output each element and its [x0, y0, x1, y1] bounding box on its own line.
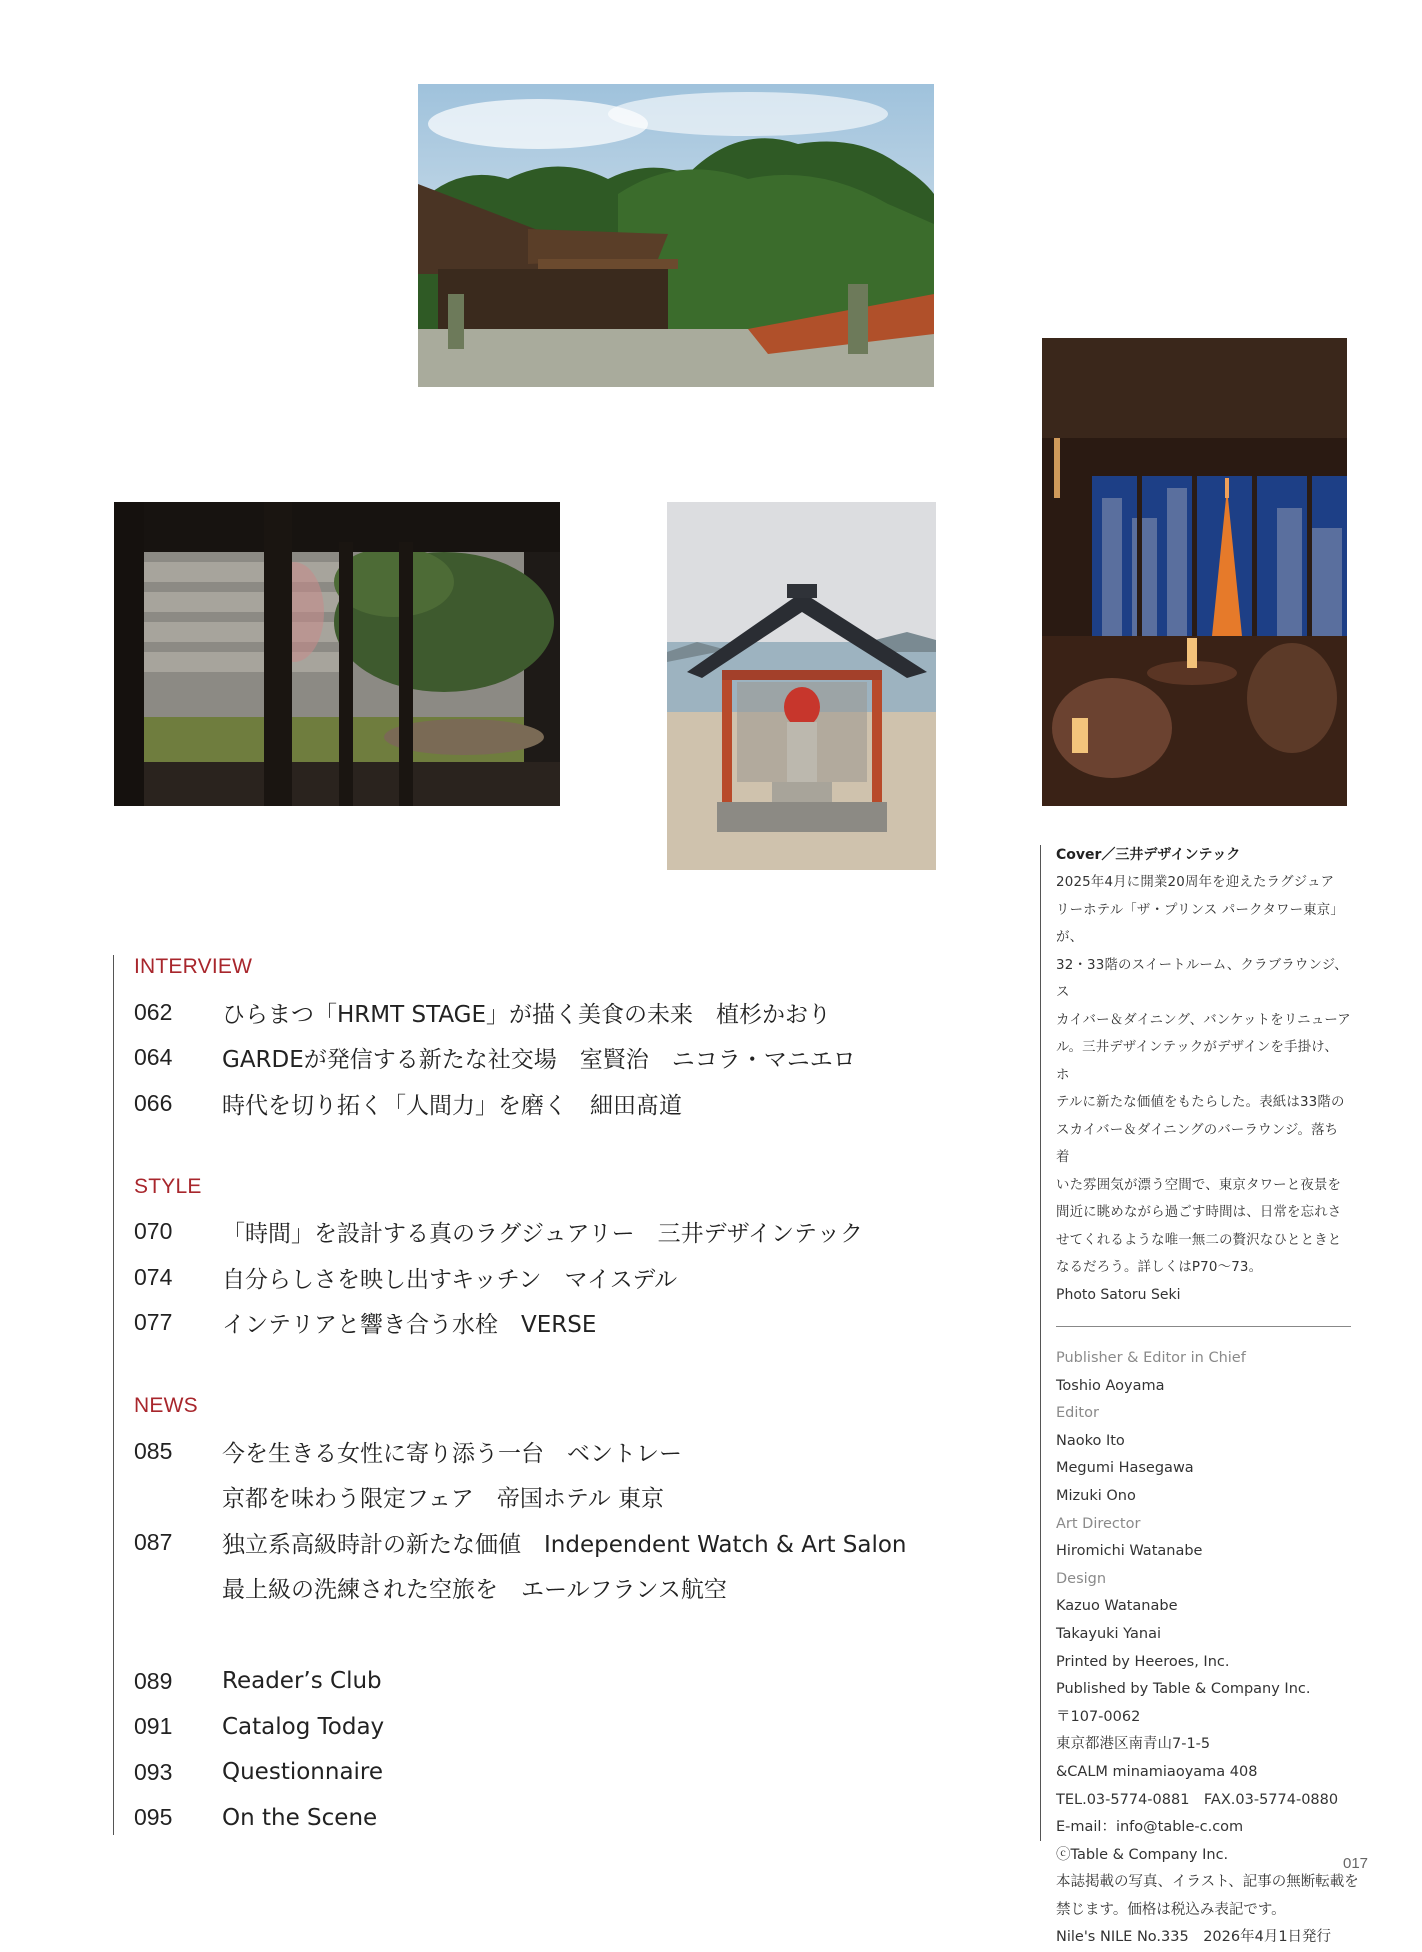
table-of-contents	[113, 955, 907, 1835]
toc-entry-title: Reader’s Club	[222, 1668, 382, 1694]
toc-entry-title: ひらまつ「HRMT STAGE」が描く美食の未来 植杉かおり	[222, 1001, 832, 1028]
toc-page-number: 091	[134, 1713, 173, 1739]
toc-page-number: 085	[134, 1437, 173, 1464]
staff-entry: Naoko Ito	[1056, 1432, 1125, 1449]
toc-entry[interactable]	[134, 1216, 863, 1248]
toc-entry-title: 最上級の洗練された空旅を エールフランス航空	[222, 1577, 727, 1603]
cover-description-line: 2025年4月に開業20周年を迎えたラグジュア	[1056, 875, 1335, 890]
staff-entry: Mizuki Ono	[1056, 1487, 1136, 1504]
toc-entry[interactable]	[134, 1711, 384, 1743]
cover-description-line: テルに新たな価値をもたらした。表紙は33階の	[1056, 1095, 1345, 1110]
staff-entry: 禁じます。価格は税込み表記です。	[1056, 1901, 1286, 1918]
toc-entry-title: インテリアと響き合う水栓 VERSE	[222, 1312, 597, 1338]
toc-page-number: 064	[134, 1044, 173, 1070]
shrine-with-trees-photo	[418, 84, 934, 387]
staff-entry: Hiromichi Watanabe	[1056, 1543, 1203, 1560]
cover-description-line: いた雰囲気が漂う空間で、東京タワーと夜景を	[1056, 1177, 1342, 1193]
staff-role: Publisher & Editor in Chief	[1056, 1350, 1246, 1366]
staff-role: Editor	[1056, 1405, 1099, 1422]
staff-entry: E-mail：info@table-c.com	[1056, 1819, 1244, 1836]
cover-description-line: 32・33階のスイートルーム、クラブラウンジ、ス	[1056, 957, 1348, 1000]
toc-entry[interactable]	[134, 1526, 907, 1558]
staff-entry: Kazuo Watanabe	[1056, 1598, 1178, 1615]
section-title: INTERVIEW	[134, 955, 253, 978]
staff-entry: &CALM minamiaoyama 408	[1056, 1763, 1258, 1780]
staff-entry: Nile's NILE No.335 2026年4月1日発行	[1056, 1929, 1332, 1946]
toc-entry-title: 自分らしさを映し出すキッチン マイスデル	[222, 1266, 678, 1293]
seaside-shrine-photo	[667, 502, 936, 870]
section-title: NEWS	[134, 1394, 198, 1417]
divider	[1056, 1326, 1351, 1327]
cover-description	[1056, 869, 1351, 1282]
staff-entry: Takayuki Yanai	[1056, 1625, 1162, 1642]
toc-page-number: 074	[134, 1263, 173, 1290]
toc-entry[interactable]	[134, 1756, 383, 1788]
toc-entry-title: 時代を切り拓く「人間力」を磨く 細田髙道	[222, 1092, 682, 1119]
toc-entry-title: 「時間」を設計する真のラグジュアリー 三井デザインテック	[222, 1221, 864, 1247]
toc-page-number: 062	[134, 998, 173, 1025]
toc-entry[interactable]	[134, 1042, 856, 1074]
garden-pavilion-photo	[114, 502, 560, 806]
cover-title: Cover／三井デザインテック	[1056, 847, 1241, 863]
cover-description-line: リーホテル「ザ・プリンス パークタワー東京」が、	[1056, 902, 1344, 945]
cover-description-line: 間近に眺めながら過ごす時間は、日常を忘れさ	[1056, 1205, 1342, 1220]
staff-role: Art Director	[1056, 1515, 1141, 1532]
toc-page-number: 095	[134, 1804, 173, 1830]
toc-page-number: 087	[134, 1528, 173, 1555]
toc-entry[interactable]	[134, 996, 831, 1028]
toc-entry-title: On the Scene	[222, 1804, 378, 1831]
toc-entry[interactable]	[134, 1572, 727, 1604]
toc-entry[interactable]	[134, 1435, 682, 1467]
toc-entry-title: 京都を味わう限定フェア 帝国ホテル 東京	[222, 1486, 665, 1512]
cover-description-line: ル。三井デザインテックがデザインを手掛け、ホ	[1056, 1040, 1338, 1083]
toc-page-number: 093	[134, 1758, 173, 1785]
staff-entry: Megumi Hasegawa	[1056, 1460, 1194, 1477]
staff-entry: TEL.03-5774-0881 FAX.03-5774-0880	[1056, 1791, 1339, 1808]
cover-description-line: スカイバー＆ダイニングのバーラウンジ。落ち着	[1056, 1122, 1339, 1165]
toc-page-number: 089	[134, 1667, 173, 1694]
staff-entry: Toshio Aoyama	[1056, 1377, 1165, 1394]
cover-description-line: カイバー＆ダイニング、バンケットをリニューア	[1056, 1012, 1351, 1028]
staff-entry: ⓒTable & Company Inc.	[1056, 1846, 1229, 1863]
toc-entry-title: 今を生きる女性に寄り添う一台 ベントレー	[222, 1440, 682, 1467]
toc-page-number: 070	[134, 1218, 173, 1244]
staff-entry: 〒107-0062	[1056, 1708, 1141, 1725]
staff-entry: Printed by Heeroes, Inc.	[1056, 1653, 1230, 1670]
cover-description-line: せてくれるような唯一無二の贅沢なひとときと	[1056, 1232, 1342, 1248]
toc-entry[interactable]	[134, 1802, 377, 1834]
section-title: STYLE	[134, 1174, 202, 1198]
hotel-bar-tokyo-tower-photo	[1042, 338, 1347, 806]
cover-description-line: なるだろう。詳しくはP70〜73。	[1056, 1260, 1263, 1275]
toc-page-number: 066	[134, 1089, 173, 1116]
toc-entry-title: Catalog Today	[222, 1713, 385, 1740]
staff-entry: 東京都港区南青山7-1-5	[1056, 1736, 1211, 1753]
toc-entry-title: GARDEが発信する新たな社交場 室賢治 ニコラ・マニエロ	[222, 1047, 856, 1073]
toc-entry[interactable]	[134, 1665, 382, 1697]
toc-entry[interactable]	[134, 1481, 664, 1513]
toc-page-number: 077	[134, 1309, 173, 1335]
staff-entry: 本誌掲載の写真、イラスト、記事の無断転載を	[1056, 1874, 1359, 1891]
staff-role: Design	[1056, 1570, 1107, 1587]
cover-photo-credit: Photo Satoru Seki	[1056, 1286, 1181, 1303]
toc-entry[interactable]	[134, 1087, 682, 1119]
toc-entry-title: 独立系高級時計の新たな価値 Independent Watch & Art Salon	[222, 1531, 907, 1558]
page-number: 017	[1343, 1855, 1369, 1872]
staff-entry: Published by Table & Company Inc.	[1056, 1681, 1311, 1698]
toc-entry[interactable]	[134, 1261, 677, 1293]
toc-entry-title: Questionnaire	[222, 1759, 384, 1785]
toc-entry[interactable]	[134, 1307, 596, 1339]
